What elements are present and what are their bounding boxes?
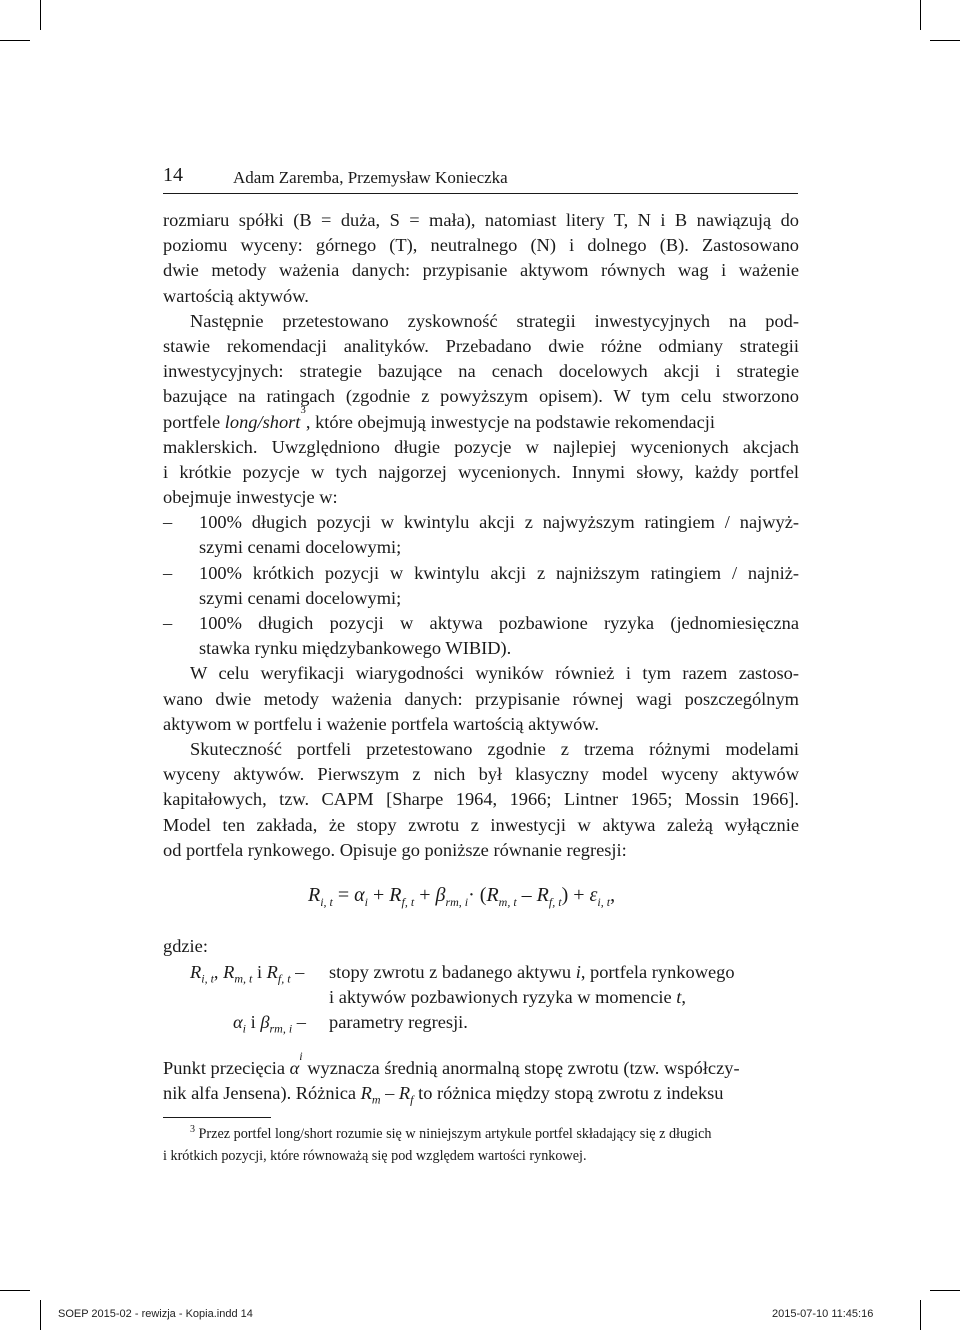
text-fragment: , (681, 987, 687, 1008)
page-number: 14 (163, 164, 183, 186)
symbol: β (260, 1012, 270, 1033)
text-fragment: Punkt przecięcia (163, 1058, 290, 1078)
symbol: β (435, 884, 446, 906)
text-line: Następnie przetestowano zyskowność strategii inwestycyjnych na pod- (190, 310, 799, 331)
body-text (163, 208, 799, 863)
header-rule (163, 193, 798, 194)
text-fragment: 100% długich pozycji w kwintylu akcji z najwyższym ratingiem / najwyż- (199, 512, 799, 533)
paragraph (163, 309, 799, 511)
operator: = (332, 884, 355, 906)
operator: , (610, 884, 616, 906)
text-line (163, 1049, 799, 1081)
symbol: α (233, 1012, 243, 1033)
symbol: α (354, 884, 365, 906)
text-fragment: i aktywów pozbawionych ryzyka w momencie (329, 987, 677, 1008)
paragraph (163, 1049, 799, 1107)
text-line (163, 403, 799, 435)
crop-mark (0, 1290, 30, 1291)
regression-equation (308, 884, 615, 907)
footnote-ref: 3 (300, 403, 306, 416)
text-fragment: – (292, 1012, 306, 1033)
crop-mark (930, 40, 960, 41)
text-line: Model ten zakłada, że stopy zwrotu z inwestycji w aktywa zależą wyłącznie (163, 814, 799, 835)
text-line: kapitałowych, tzw. CAPM [Sharpe 1964, 1966; Lintner 1965; Mossin 1966]. (163, 789, 799, 810)
subscript: m (371, 1092, 381, 1107)
operator: + (568, 884, 590, 906)
symbol: R (223, 962, 235, 982)
footnote-number: 3 (190, 1124, 195, 1136)
symbol: R (308, 884, 321, 906)
text-line: dwie metody ważenia danych: przypisanie aktywom równych wag i ważenie (163, 260, 799, 281)
definition-symbols (190, 960, 304, 985)
symbol: α (289, 1058, 300, 1078)
text-fragment: 100% długich pozycji w aktywa pozbawione ryzyka (jednomiesięczna (199, 613, 799, 633)
symbol: R (389, 884, 402, 906)
text-line: Skuteczność portfeli przetestowano zgodnie z trzema różnymi modelami (190, 738, 799, 759)
dash-marker: – (163, 562, 173, 583)
list-item (163, 611, 799, 636)
symbol: ε (589, 884, 598, 906)
text-fragment: Przez portfel long/short rozumie się w niniejszym artykule portfel składający się z długich (195, 1126, 712, 1142)
operator: · (468, 884, 475, 906)
subscript: rm, i (445, 895, 469, 909)
text-line: od portfela rynkowego. Opisuje go poniższe równanie regresji: (163, 839, 627, 860)
symbol: R (486, 884, 499, 906)
subscript: f (410, 1092, 414, 1107)
subscript: i (364, 895, 369, 909)
text-line: stawie rekomendacji analityków. Przebadano dwie różne odmiany strategii (163, 335, 799, 356)
footnote-line: i krótkich pozycji, które równoważą się pod względem wartości rynkowej. (163, 1148, 587, 1164)
text-fragment: nik alfa Jensena). Różnica (163, 1083, 361, 1104)
paragraph (163, 208, 799, 309)
text-line: maklerskich. Uwzględniono długie pozycje w najlepiej wycenionych akcjach (163, 436, 799, 457)
subscript: i, t (320, 895, 333, 909)
crop-mark (40, 1300, 41, 1330)
operator: + (414, 884, 436, 906)
operator: ) (561, 884, 569, 906)
definition-text: parametry regresji. (329, 1012, 468, 1033)
crop-mark (930, 1290, 960, 1291)
subscript: i (299, 1049, 303, 1063)
text-line: obejmuje inwestycje w: (163, 487, 338, 508)
text-line: wano dwie metody ważenia danych: przypisanie równej wagi poszczególnym (163, 688, 799, 709)
operator: – (380, 1083, 399, 1104)
text-line: szymi cenami docelowymi; (199, 587, 402, 608)
text-line: szymi cenami docelowymi; (199, 537, 402, 558)
subscript: f, t (401, 895, 415, 909)
symbol: R (536, 884, 549, 906)
list-item (163, 561, 799, 586)
text-line: inwestycyjnych: strategie bazujące na cenach docelowych akcji i strategie (163, 361, 799, 382)
subscript: rm, i (269, 1022, 293, 1037)
symbol: R (398, 1083, 411, 1104)
crop-mark (920, 1300, 921, 1330)
subscript: i, t (201, 971, 214, 986)
text-line (163, 1081, 799, 1106)
text-line: rozmiaru spółki (B = duża, S = mała), natomiast litery T, N i B nawiązują do (163, 210, 799, 230)
symbol: R (266, 962, 278, 982)
slug-filename: SOEP 2015-02 - rewizja - Kopia.indd 14 (58, 1308, 253, 1320)
text-fragment: to różnica między stopą zwrotu z indeksu (413, 1083, 724, 1104)
dash-marker: – (163, 512, 173, 533)
symbol: t (676, 987, 682, 1008)
symbol: i (575, 962, 581, 982)
text-line: W celu weryfikacji wiarygodności wyników również i tym razem zastoso- (190, 663, 799, 684)
list-item (163, 510, 799, 535)
text-fragment: i (252, 962, 267, 982)
subscript: m, t (498, 895, 517, 909)
paragraph (163, 661, 799, 737)
operator: – (516, 884, 537, 906)
text-fragment: , które obejmują inwestycje na podstawie rekomendacji (305, 411, 715, 432)
subscript: f, t (277, 971, 291, 986)
footnote (163, 1123, 799, 1167)
subscript: i (242, 1022, 246, 1037)
where-label: gdzie: (163, 936, 208, 956)
definition-text (329, 960, 735, 985)
symbol: R (190, 962, 202, 982)
text-fragment: wyznacza średnią anormalną stopę zwrotu (tzw. współczy- (302, 1058, 740, 1078)
bullet-list (163, 510, 799, 661)
text-line: stawka rynku międzybankowego WIBID). (199, 638, 512, 659)
subscript: i, t (597, 895, 611, 909)
text-fragment: portfele (163, 411, 225, 432)
text-line: bazujące na ratingach (zgodnie z powyższym opisem). W tym celu stworzono (163, 386, 799, 407)
text-fragment: i (246, 1012, 261, 1033)
symbol: R (360, 1083, 372, 1104)
text-line: wyceny aktywów. Pierwszym z nich był klasyczny model wyceny aktywów (163, 764, 799, 785)
text-line: i krótkie pozycje w tych najgorzej wycenionych. Innymi słowy, każdy portfel (163, 461, 799, 482)
text-fragment: 100% krótkich pozycji w kwintylu akcji z najniższym ratingiem / najniż- (199, 562, 799, 583)
paragraph (163, 737, 799, 863)
operator: ( (474, 884, 487, 906)
text-line: poziomu wyceny: górnego (T), neutralnego (N) i dolnego (B). Zastosowano (163, 235, 799, 256)
subscript: f, t (548, 895, 562, 909)
definition-text (329, 985, 686, 1010)
running-header (163, 162, 798, 192)
crop-mark (0, 40, 30, 41)
text-line: wartością aktywów. (163, 285, 309, 306)
operator: + (368, 884, 390, 906)
dash-marker: – (163, 613, 173, 633)
definition-symbols (233, 1010, 306, 1035)
text-fragment: , portfela rynkowego (580, 962, 735, 982)
footnote-line (163, 1123, 799, 1145)
crop-mark (40, 0, 41, 30)
text-fragment: , (213, 962, 224, 982)
emphasis: long/short (224, 411, 301, 432)
text-fragment: stopy zwrotu z badanego aktywu (329, 962, 576, 982)
crop-mark (920, 0, 921, 30)
subscript: m, t (234, 971, 253, 986)
text-fragment: – (290, 962, 305, 982)
slug-timestamp: 2015-07-10 11:45:16 (772, 1308, 874, 1320)
footnote-rule (163, 1117, 271, 1118)
running-authors: Adam Zaremba, Przemysław Konieczka (233, 168, 508, 187)
text-line: aktywom w portfelu i ważenie portfela wartością aktywów. (163, 713, 599, 734)
